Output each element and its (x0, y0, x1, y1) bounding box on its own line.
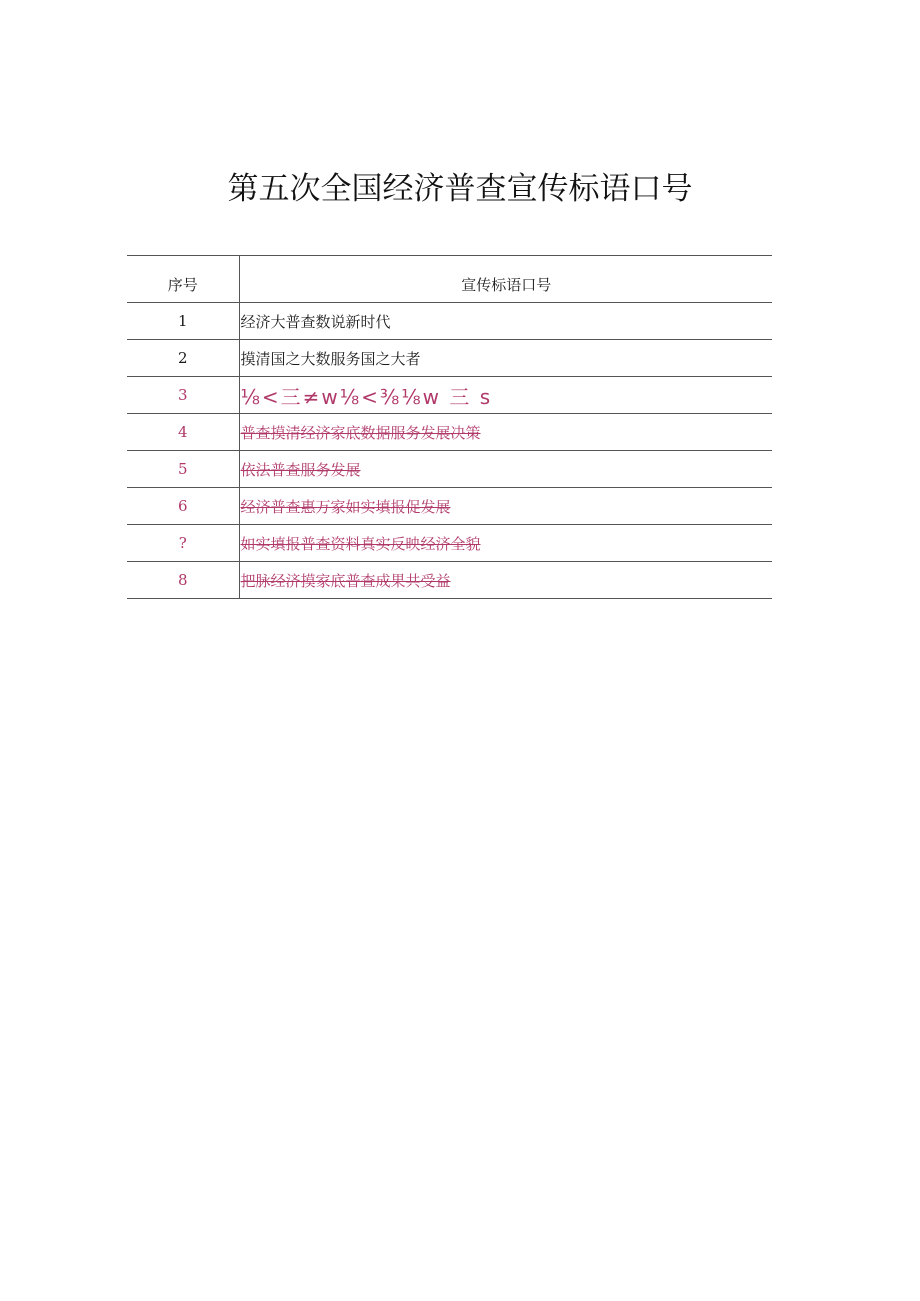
row-slogan: 把脉经济摸家底普查成果共受益 (239, 562, 772, 599)
table-row (127, 414, 772, 451)
header-serial-number: 序号 (127, 256, 239, 303)
row-number: 5 (127, 451, 239, 488)
slogan-table (127, 255, 772, 599)
header-slogan: 宣传标语口号 (239, 256, 772, 303)
page-title: 第五次全国经济普查宣传标语口号 (227, 171, 693, 207)
row-slogan: 经济普查惠万家如实填报促发展 (239, 488, 772, 525)
row-number: 6 (127, 488, 239, 525)
row-slogan: 摸清国之大数服务国之大者 (239, 340, 772, 377)
row-slogan: 如实填报普查资料真实反映经济全貌 (239, 525, 772, 562)
row-number: ? (127, 525, 239, 562)
row-number: 8 (127, 562, 239, 599)
row-number: 2 (127, 340, 239, 377)
table-row (127, 303, 772, 340)
table-row (127, 562, 772, 599)
table-row (127, 340, 772, 377)
table-row (127, 377, 772, 414)
table-row (127, 525, 772, 562)
table-header-row (127, 256, 772, 303)
row-slogan: 普查摸清经济家底数据服务发展决策 (239, 414, 772, 451)
row-number: 4 (127, 414, 239, 451)
row-slogan: 经济大普查数说新时代 (239, 303, 772, 340)
table-row (127, 451, 772, 488)
row-slogan: ⅛<三≠w⅛<⅜⅛w 三 s (239, 377, 772, 414)
row-number: 3 (127, 377, 239, 414)
table-row (127, 488, 772, 525)
row-slogan: 依法普查服务发展 (239, 451, 772, 488)
row-number: 1 (127, 303, 239, 340)
